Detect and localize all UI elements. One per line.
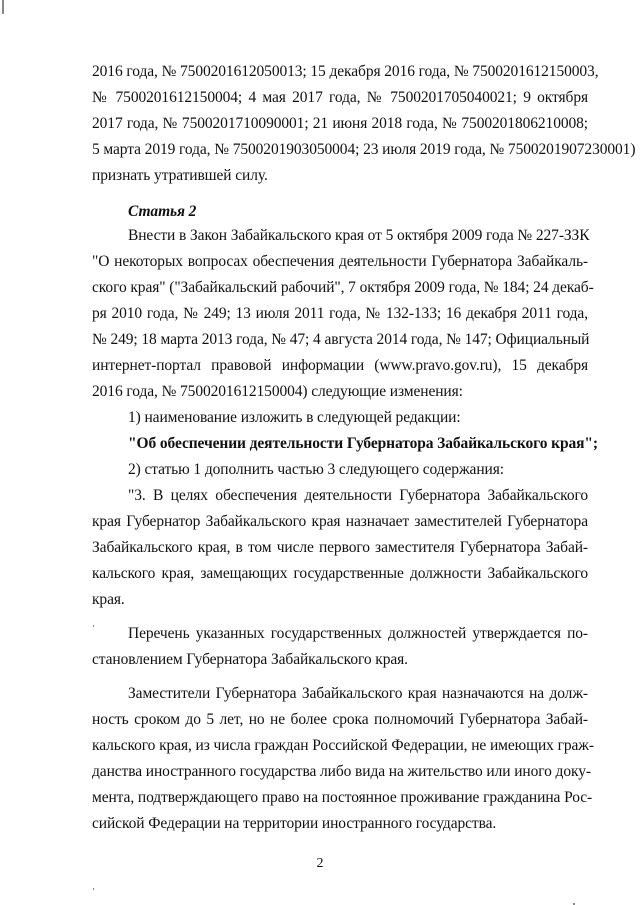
page-number: 2 — [316, 856, 324, 871]
text-line: Внести в Закон Забайкальского края от 5 октября 2009 года № 227-ЗЗК — [128, 227, 590, 244]
text-line: ность сроком до 5 лет, но не более срока полномочий Губернатора Забай- — [92, 711, 588, 728]
text-line: ря 2010 года, № 249; 13 июля 2011 года, № 132-133; 16 декабря 2011 года, — [92, 305, 588, 322]
text-line: признать утратившей силу. — [92, 167, 268, 184]
text-line: кальского края, замещающих государственные должности Забайкальского — [92, 565, 588, 582]
text-line: 1) наименование изложить в следующей редакции: — [128, 409, 461, 426]
text-line: мента, подтверждающего право на постоянное проживание гражданина Рос- — [92, 789, 593, 806]
scan-speck — [93, 625, 94, 627]
text-line: "О некоторых вопросах обеспечения деятельности Губернатора Забайкаль- — [92, 253, 588, 270]
article-heading: Статья 2 — [128, 203, 197, 220]
text-line: 2016 года, № 7500201612150004) следующие изменения: — [92, 383, 463, 400]
text-line: ского края" ("Забайкальский рабочий", 7 октября 2009 года, № 184; 24 декаб- — [92, 279, 594, 296]
text-line: данства иностранного государства либо вида на жительство или иного доку- — [92, 763, 591, 780]
text-line: кальского края, из числа граждан Российской Федерации, не имеющих граж- — [92, 737, 594, 754]
text-line: Заместители Губернатора Забайкальского края назначаются на долж- — [128, 685, 588, 702]
text-line: Перечень указанных государственных должностей утверждается по- — [128, 625, 588, 642]
text-line: 2) статью 1 дополнить частью 3 следующего содержания: — [128, 461, 504, 478]
text-line: № 7500201612150004; 4 мая 2017 года, № 7500201705040021; 9 октября — [92, 89, 588, 106]
text-line: "3. В целях обеспечения деятельности Губернатора Забайкальского — [128, 487, 588, 504]
scan-speck — [93, 888, 94, 890]
text-line: № 249; 18 марта 2013 года, № 47; 4 августа 2014 года, № 147; Официальный — [92, 331, 590, 348]
new-title-line: "Об обеспечении деятельности Губернатора Забайкальского края"; — [128, 435, 598, 452]
text-line: Забайкальского края, в том числе первого заместителя Губернатора Забай- — [92, 539, 588, 556]
text-line: интернет-портал правовой информации (www.pravo.gov.ru), 15 декабря — [92, 357, 588, 374]
text-line: 5 марта 2019 года, № 7500201903050004; 23 июля 2019 года, № 7500201907230001) — [92, 141, 636, 158]
scan-speck — [2, 0, 4, 14]
text-line: 2016 года, № 7500201612050013; 15 декабря 2016 года, № 7500201612150003, — [92, 63, 599, 80]
text-line: 2017 года, № 7500201710090001; 21 июня 2018 года, № 7500201806210008; — [92, 115, 588, 132]
text-line: края Губернатор Забайкальского края назначает заместителей Губернатора — [92, 513, 588, 530]
text-line: края. — [92, 591, 125, 608]
text-line: сийской Федерации на территории иностранного государства. — [92, 815, 497, 832]
text-line: становлением Губернатора Забайкальского края. — [92, 651, 408, 668]
